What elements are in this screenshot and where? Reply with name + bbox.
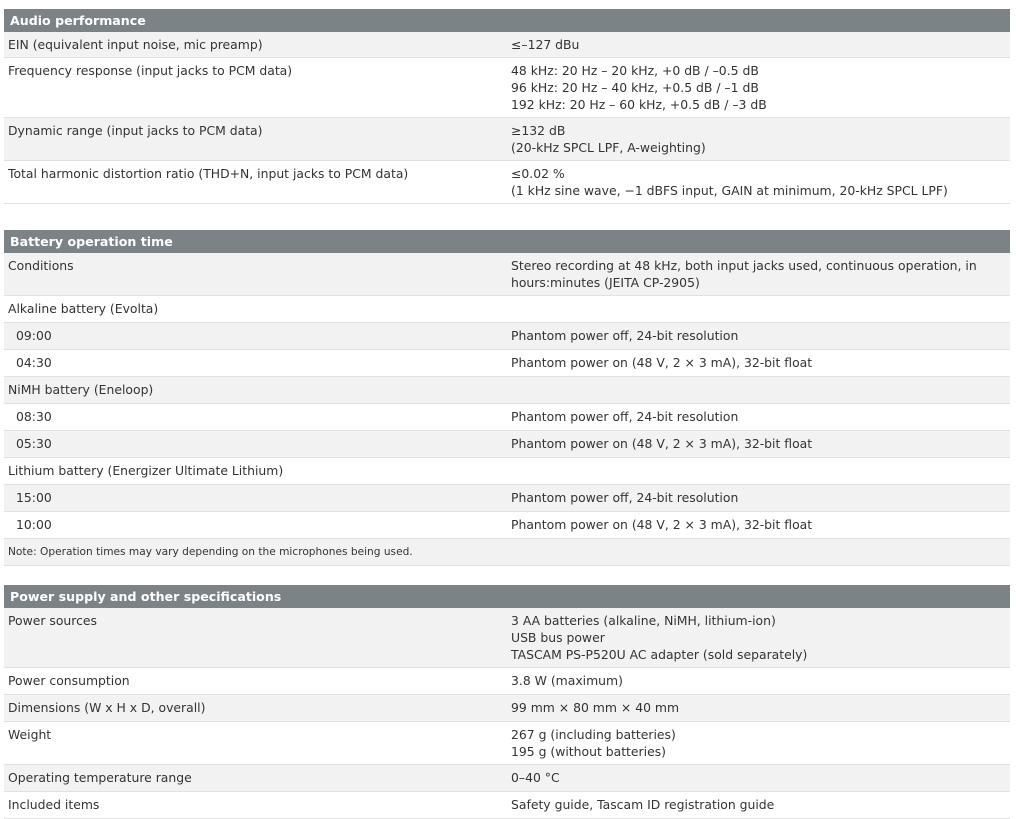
power-supply-table <box>4 585 1010 819</box>
spec-value: ≤0.02 % (1 kHz sine wave, −1 dBFS input, GAIN at minimum, 20-kHz SPCL LPF) <box>507 161 1010 204</box>
spec-label: Weight <box>4 722 507 765</box>
spec-row <box>4 695 1010 722</box>
spec-label: Dynamic range (input jacks to PCM data) <box>4 118 507 161</box>
spec-label: Dimensions (W x H x D, overall) <box>4 695 507 722</box>
spec-label: Frequency response (input jacks to PCM data) <box>4 58 507 118</box>
spec-row <box>4 32 1010 58</box>
spec-value: Safety guide, Tascam ID registration guide <box>507 792 1010 819</box>
spec-label: Power consumption <box>4 668 507 695</box>
battery-time: 10:00 <box>4 512 507 539</box>
spec-value: Phantom power on (48 V, 2 × 3 mA), 32-bit float <box>507 350 1010 377</box>
section-title: Power supply and other specifications <box>4 585 1010 608</box>
spec-value: Phantom power off, 24-bit resolution <box>507 323 1010 350</box>
battery-type-label: NiMH battery (Eneloop) <box>4 377 507 404</box>
spec-label: Total harmonic distortion ratio (THD+N, input jacks to PCM data) <box>4 161 507 204</box>
spec-row <box>4 118 1010 161</box>
spec-row <box>4 404 1010 431</box>
section-title: Battery operation time <box>4 230 1010 253</box>
spec-row <box>4 765 1010 792</box>
spec-value: 3.8 W (maximum) <box>507 668 1010 695</box>
spec-row <box>4 350 1010 377</box>
spec-label: EIN (equivalent input noise, mic preamp) <box>4 32 507 58</box>
note-row <box>4 539 1010 566</box>
battery-time: 04:30 <box>4 350 507 377</box>
spec-row <box>4 161 1010 204</box>
spec-row <box>4 485 1010 512</box>
battery-operation-table <box>4 230 1010 566</box>
battery-type-label: Lithium battery (Energizer Ultimate Lithium) <box>4 458 507 485</box>
spec-row <box>4 608 1010 668</box>
battery-time: 15:00 <box>4 485 507 512</box>
spec-value: ≤–127 dBu <box>507 32 1010 58</box>
battery-time: 05:30 <box>4 431 507 458</box>
spec-row <box>4 431 1010 458</box>
spec-value: Phantom power off, 24-bit resolution <box>507 485 1010 512</box>
spec-label: Conditions <box>4 253 507 296</box>
battery-type-label: Alkaline battery (Evolta) <box>4 296 507 323</box>
spec-row <box>4 323 1010 350</box>
spec-row <box>4 722 1010 765</box>
section-title: Audio performance <box>4 9 1010 32</box>
spec-value: ≥132 dB (20-kHz SPCL LPF, A-weighting) <box>507 118 1010 161</box>
spec-label: Power sources <box>4 608 507 668</box>
battery-group-row <box>4 296 1010 323</box>
spec-value: 0–40 °C <box>507 765 1010 792</box>
spec-value: Phantom power on (48 V, 2 × 3 mA), 32-bit float <box>507 512 1010 539</box>
spec-value: 99 mm × 80 mm × 40 mm <box>507 695 1010 722</box>
battery-group-row <box>4 377 1010 404</box>
spec-row <box>4 792 1010 819</box>
spec-row <box>4 512 1010 539</box>
spec-value: Phantom power off, 24-bit resolution <box>507 404 1010 431</box>
spec-row <box>4 58 1010 118</box>
footnote: Note: Operation times may vary depending on the microphones being used. <box>4 539 1010 566</box>
spec-value: Stereo recording at 48 kHz, both input jacks used, continuous operation, in hours:minutes (JEITA CP-2905) <box>507 253 1010 296</box>
spec-value: 267 g (including batteries) 195 g (without batteries) <box>507 722 1010 765</box>
battery-time: 08:30 <box>4 404 507 431</box>
spec-value: 3 AA batteries (alkaline, NiMH, lithium-ion) USB bus power TASCAM PS-P520U AC adapter (sold separately) <box>507 608 1010 668</box>
spec-label: Included items <box>4 792 507 819</box>
battery-time: 09:00 <box>4 323 507 350</box>
battery-group-row <box>4 458 1010 485</box>
audio-performance-table <box>4 9 1010 204</box>
spec-value: Phantom power on (48 V, 2 × 3 mA), 32-bit float <box>507 431 1010 458</box>
spec-row <box>4 253 1010 296</box>
spec-label: Operating temperature range <box>4 765 507 792</box>
spec-value: 48 kHz: 20 Hz – 20 kHz, +0 dB / –0.5 dB 96 kHz: 20 Hz – 40 kHz, +0.5 dB / –1 dB 192 kHz: 20 Hz – 60 kHz, +0.5 dB / –3 dB <box>507 58 1010 118</box>
spec-row <box>4 668 1010 695</box>
